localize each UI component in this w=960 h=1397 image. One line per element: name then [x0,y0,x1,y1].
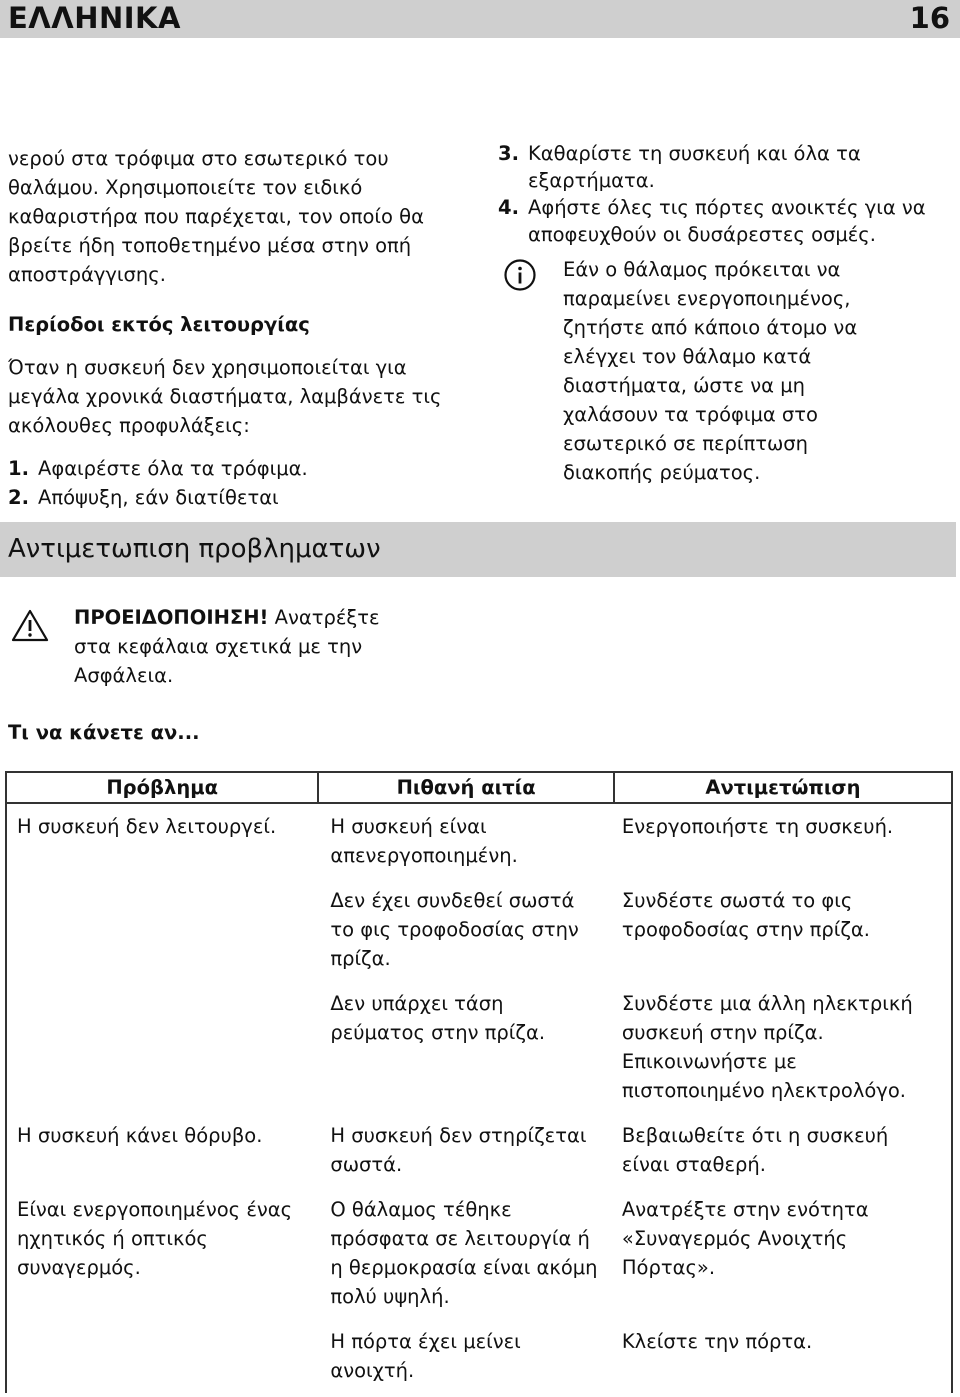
section-title-bar [0,522,956,577]
cell-solution: Κλείστε την πόρτα. [614,1319,952,1393]
intro-paragraph: νερού στα τρόφιμα στο εσωτερικό του θαλάμου. Χρησιμοποιείτε τον ειδικό καθαριστήρα που παρέχεται, τον οποίο θα βρείτε ήδη τοποθετημένο μέσα στην οπή αποστράγγισης. [8,147,424,286]
section-title: Αντιμετωπιση προβληματων [8,534,381,564]
cell-problem: Η συσκευή δεν λειτουργεί. [6,803,318,878]
off-periods-heading: Περίοδοι εκτός λειτουργίας [8,313,310,336]
table-row [6,1319,952,1393]
cell-solution: Ενεργοποιήστε τη συσκευή. [614,803,952,878]
cell-cause: Η πόρτα έχει μείνει ανοιχτή. [330,1330,521,1382]
table-row [6,878,952,981]
cell-cause: Η συσκευή είναι απενεργοποιημένη. [318,803,614,878]
page-header [0,0,960,38]
cell-solution: Βεβαιωθείτε ότι η συσκευή είναι σταθερή. [614,1113,952,1187]
table-row [6,1113,952,1187]
info-text: Εάν ο θάλαμος πρόκειται να παραμείνει ενεργοποιημένος, ζητήστε από κάποιο άτομο να ελέγχει τον θάλαμο κατά διαστήματα, ώστε να μη χαλάσουν τα τρόφιμα στο εσωτερικό σε περίπτωση διακοπής ρεύματος. [563,258,858,484]
table-header-row [6,772,952,803]
table-row [6,981,952,1113]
off-periods-paragraph: Όταν η συσκευή δεν χρησιμοποιείται για μεγάλα χρονικά διαστήματα, λαμβάνετε τις ακόλουθες προφυλάξεις: [8,356,442,437]
list-item: 2. Απόψυξη, εάν διατίθεται [8,486,279,509]
what-to-do-heading: Τι να κάνετε αν... [8,721,200,744]
cell-problem: Είναι ενεργοποιημένος ένας ηχητικός ή οπτικός συναγερμός. [6,1187,318,1319]
warning-icon [10,608,50,644]
cell-cause: Η συσκευή δεν στηρίζεται σωστά. [330,1124,587,1176]
right-column [498,140,948,248]
warning-text [74,603,404,690]
column-header-cause: Πιθανή αιτία [318,772,614,803]
left-column [8,144,448,512]
cell-solution: Συνδέστε σωστά το φις τροφοδοσίας στην πρίζα. [614,878,952,981]
warning-label: ΠΡΟΕΙΔΟΠΟΙΗΣΗ! [74,606,269,629]
cell-cause: Δεν έχει συνδεθεί σωστά το φις τροφοδοσίας στην πρίζα. [330,889,579,970]
column-header-problem: Πρόβλημα [6,772,318,803]
list-item: 3. Καθαρίστε τη συσκευή και όλα τα εξαρτήματα. [498,142,861,192]
cell-cause: Δεν υπάρχει τάση ρεύματος στην πρίζα. [330,992,546,1044]
warning-message: Ανατρέξτε στα κεφάλαια σχετικά με την Ασφάλεια. [74,606,380,687]
list-item: 1. Αφαιρέστε όλα τα τρόφιμα. [8,457,308,480]
cell-problem [6,1319,318,1393]
language-label: ΕΛΛΗΝΙΚΑ [8,1,181,35]
table-row [6,1187,952,1319]
cell-solution: Ανατρέξτε στην ενότητα «Συναγερμός Ανοιχτής Πόρτας». [614,1187,952,1319]
info-icon [503,258,537,292]
left-steps-list [8,454,448,512]
list-item: 4. Αφήστε όλες τις πόρτες ανοικτές για να αποφευχθούν οι δυσάρεστες οσμές. [498,196,926,246]
cell-problem: Η συσκευή κάνει θόρυβο. [6,1113,318,1187]
page-number: 16 [909,1,950,35]
troubleshooting-table [5,771,953,1393]
cell-solution: Συνδέστε μια άλλη ηλεκτρική συσκευή στην πρίζα. Επικοινωνήστε με πιστοποιημένο ηλεκτρολόγο. [614,981,952,1113]
table-row [6,803,952,878]
right-steps-list [498,140,948,248]
column-header-solution: Αντιμετώπιση [614,772,952,803]
cell-problem [6,981,318,1113]
cell-problem [6,878,318,981]
cell-cause: Ο θάλαμος τέθηκε πρόσφατα σε λειτουργία ή η θερμοκρασία είναι ακόμη πολύ υψηλή. [330,1198,598,1308]
